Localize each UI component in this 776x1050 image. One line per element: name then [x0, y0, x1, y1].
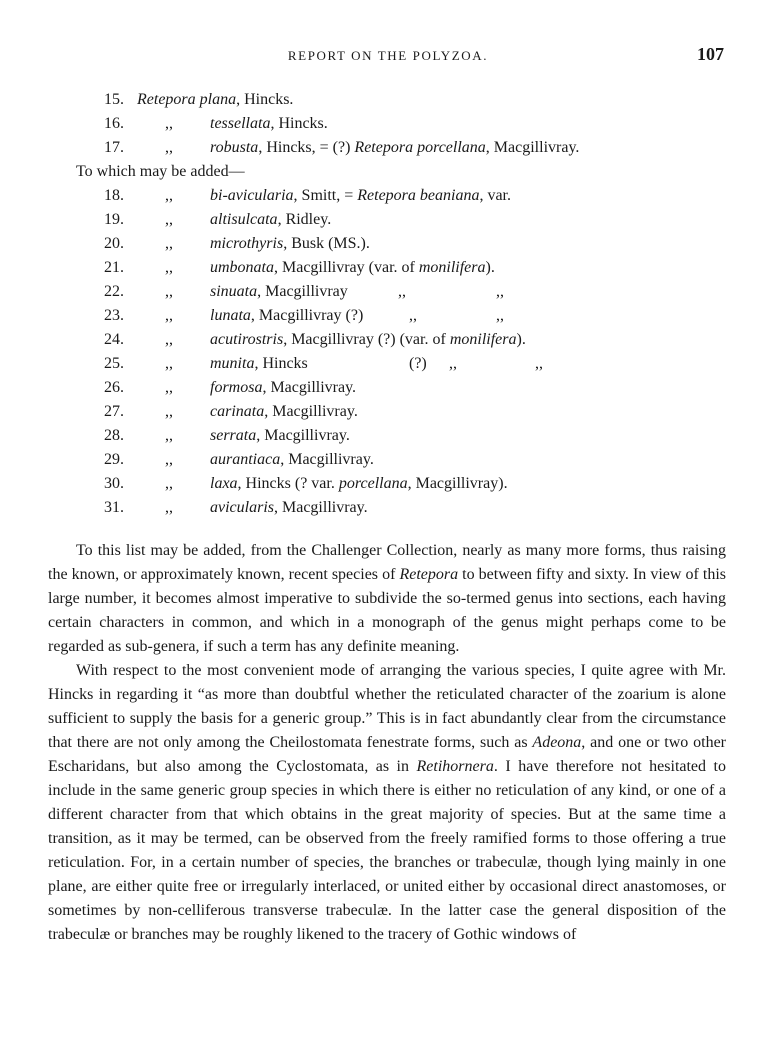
ditto-mark: ,, — [165, 499, 173, 516]
species-list — [0, 88, 776, 520]
item-text: laxa, Hincks (? var. porcellana, Macgillivray). — [210, 475, 508, 492]
item-text: altisulcata, Ridley. — [210, 211, 332, 228]
item-text: aurantiaca, Macgillivray. — [210, 451, 374, 468]
page-number: 107 — [697, 44, 724, 64]
list-item — [0, 280, 776, 304]
list-item — [0, 352, 776, 376]
list-item — [0, 448, 776, 472]
item-text: robusta, Hincks, = (?) Retepora porcellana, Macgillivray. — [210, 139, 580, 156]
ditto-mark: ,, — [165, 139, 173, 156]
running-title: REPORT ON THE POLYZOA. — [287, 48, 489, 63]
list-item — [0, 256, 776, 280]
ditto-mark: ,, — [165, 379, 173, 396]
item-text: serrata, Macgillivray. — [210, 427, 350, 444]
ditto-mark: ,, — [165, 259, 173, 276]
ditto-mark: ,, — [398, 283, 406, 300]
item-number: 23. — [104, 307, 124, 324]
list-item — [0, 208, 776, 232]
item-text: microthyris, Busk (MS.). — [210, 235, 370, 252]
item-number: 31. — [104, 499, 124, 516]
item-number: 16. — [104, 115, 124, 132]
list-item — [0, 232, 776, 256]
item-text: carinata, Macgillivray. — [210, 403, 358, 420]
list-item — [0, 112, 776, 136]
item-text: acutirostris, Macgillivray (?) (var. of monilifera). — [210, 331, 526, 348]
ditto-mark: ,, — [409, 307, 417, 324]
list-item — [0, 136, 776, 160]
paragraph: To this list may be added, from the Challenger Collection, nearly as many more forms, thus raising the known, or approximately known, recent species of Retepora to between fifty and sixty. In view of this large number, it becomes almost imperative to subdivide the so-termed genus into sections, each having certain characters in common, and which in a monograph of the genus might perhaps come to be regarded as sub-genera, if such a term has any definite meaning. — [48, 542, 726, 655]
list-item — [0, 496, 776, 520]
list-item — [0, 376, 776, 400]
ditto-mark: ,, — [165, 235, 173, 252]
item-text: tessellata, Hincks. — [210, 115, 328, 132]
ditto-mark: ,, — [165, 403, 173, 420]
item-number: 18. — [104, 187, 124, 204]
item-text: lunata, Macgillivray (?) — [210, 307, 364, 324]
item-number: 25. — [104, 355, 124, 372]
ditto-mark: ,, — [165, 451, 173, 468]
item-number: 22. — [104, 283, 124, 300]
item-number: 17. — [104, 139, 124, 156]
ditto-mark: ,, — [165, 283, 173, 300]
list-item — [0, 472, 776, 496]
ditto-mark: ,, — [496, 307, 504, 324]
item-text: umbonata, Macgillivray (var. of monilifera). — [210, 259, 495, 276]
ditto-mark: ,, — [165, 187, 173, 204]
item-number: 24. — [104, 331, 124, 348]
list-item — [0, 424, 776, 448]
body-text — [48, 539, 726, 947]
list-item — [0, 184, 776, 208]
ditto-mark: ,, — [535, 355, 543, 372]
ditto-mark: ,, — [165, 211, 173, 228]
item-number: 28. — [104, 427, 124, 444]
list-item — [0, 328, 776, 352]
item-number: 15. — [104, 91, 124, 108]
item-text: munita, Hincks — [210, 355, 308, 372]
ditto-mark: ,, — [165, 475, 173, 492]
item-number: 30. — [104, 475, 124, 492]
paragraph: With respect to the most convenient mode of arranging the various species, I quite agree with Mr. Hincks in regarding it “as more than doubtful whether the reticulated character of the zoarium is alone sufficient to supply the basis for a generic group.” This is in fact abundantly clear from the circumstance that there are not only among the Cheilostomata fenestrate forms, such as Adeona, and one or two other Escharidans, but also among the Cyclostomata, as in Retihornera. I have therefore not hesitated to include in the same generic group species in which there is either no reticulation of any kind, or one of a different character from that which obtains in the great majority of species. But at the same time a transition, as it may be termed, can be observed from the freely ramified forms to those offering a true reticulation. For, in a certain number of species, the branches or trabeculæ, though lying mainly in one plane, are either quite free or irregularly interlaced, or united either by occasional direct anastomoses, or sometimes by non-celliferous transverse trabeculæ. In the latter case the general disposition of the trabeculæ or branches may be roughly likened to the tracery of Gothic windows of — [48, 662, 727, 943]
item-extra: (?) — [409, 355, 427, 372]
additions-intro: To which may be added— — [76, 163, 245, 180]
ditto-mark: ,, — [496, 283, 504, 300]
item-number: 29. — [104, 451, 124, 468]
ditto-mark: ,, — [165, 427, 173, 444]
ditto-mark: ,, — [165, 331, 173, 348]
list-item — [0, 88, 776, 112]
ditto-mark: ,, — [449, 355, 457, 372]
item-number: 26. — [104, 379, 124, 396]
ditto-mark: ,, — [165, 115, 173, 132]
list-item — [0, 304, 776, 328]
ditto-mark: ,, — [165, 355, 173, 372]
item-number: 21. — [104, 259, 124, 276]
item-text: avicularis, Macgillivray. — [210, 499, 368, 516]
item-text: bi-avicularia, Smitt, = Retepora beaniana, var. — [210, 187, 511, 204]
item-text: sinuata, Macgillivray — [210, 283, 348, 300]
item-number: 20. — [104, 235, 124, 252]
ditto-mark: ,, — [165, 307, 173, 324]
item-number: 19. — [104, 211, 124, 228]
item-text: formosa, Macgillivray. — [210, 379, 357, 396]
page-header — [0, 44, 776, 70]
list-item — [0, 400, 776, 424]
item-number: 27. — [104, 403, 124, 420]
item-text: Retepora plana, Hincks. — [137, 91, 294, 108]
